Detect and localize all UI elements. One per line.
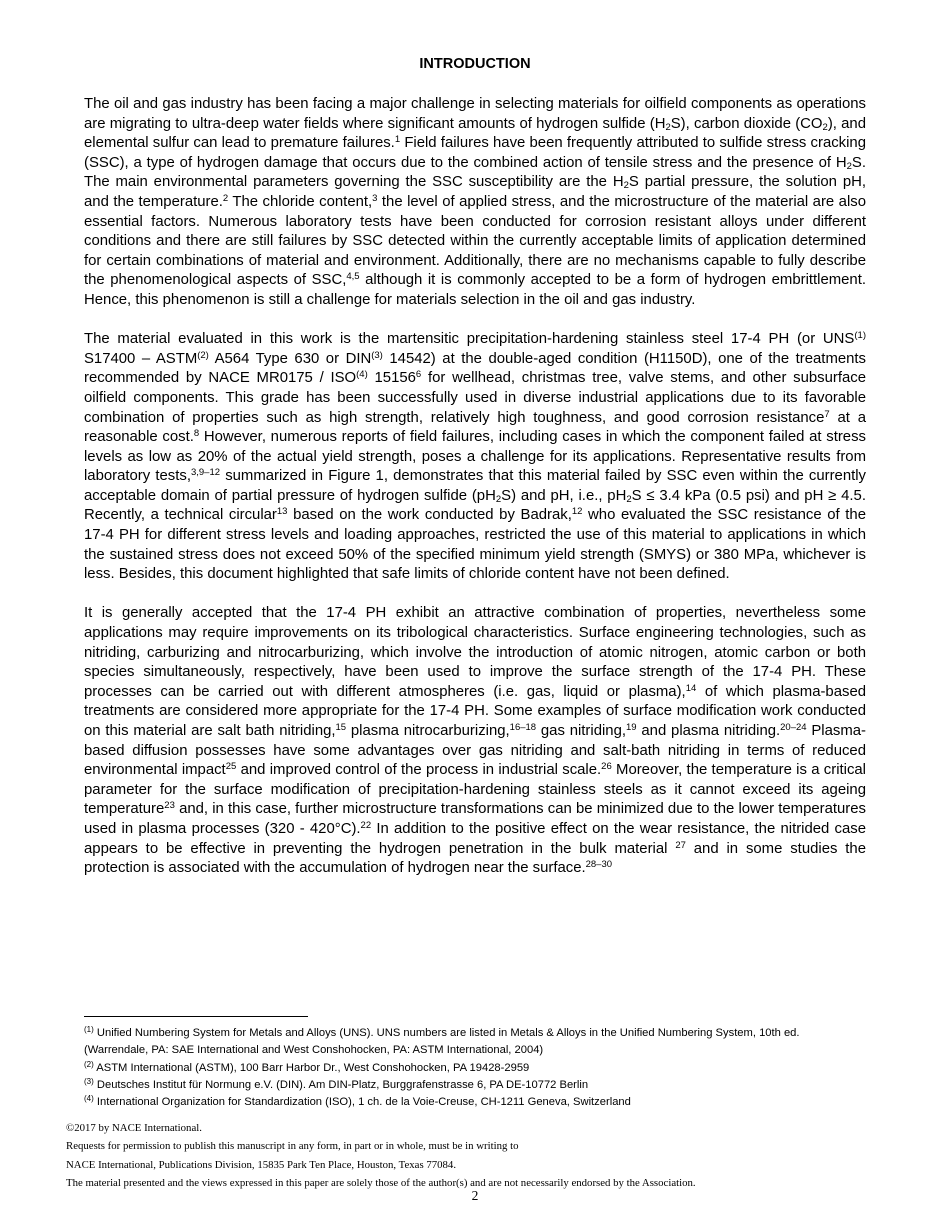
footnote-text: ASTM International (ASTM), 100 Barr Harbor Dr., West Conshohocken, PA 19428-2959 <box>93 1061 530 1074</box>
text-run: and plasma nitriding. <box>636 723 781 739</box>
chemical-subscript: 2 <box>495 493 502 505</box>
chemical-subscript: 2 <box>665 121 671 133</box>
text-run: A564 Type 630 or DIN <box>208 350 372 367</box>
footnote-text: Deutsches Institut für Normung e.V. (DIN). Am DIN-Platz, Burggrafenstrasse 6, PA DE-10772 Berlin <box>93 1078 589 1091</box>
footnote-text: International Organization for Standardization (ISO), 1 ch. de la Voie-Creuse, CH-1211 Geneva, Switzerland <box>93 1096 631 1109</box>
footnote <box>84 1094 866 1111</box>
text-run: Moreover, the temperature is a critical parameter for the surface modification of precipitation-hardening stainless steels as it cannot exceed its ageing temperature <box>84 762 866 818</box>
footnote <box>84 1077 866 1094</box>
citation-superscript: 12 <box>571 506 583 518</box>
footnote-text: Unified Numbering System for Metals and Alloys (UNS). UNS numbers are listed in Metals & Alloys in the Unified Numbering System, 10th ed. (Warrendale, PA: SAE International and West Conshohocken, PA: ASTM International, 2004) <box>84 1027 800 1057</box>
text-run: summarized in Figure 1, demonstrates that this material failed by SSC even within the currently acceptable domain of partial pressure of hydrogen sulfide (pH <box>84 468 867 504</box>
citation-superscript: 14 <box>685 682 697 694</box>
text-run: and in some studies the protection is associated with the accumulation of hydrogen near the surface. <box>84 840 866 877</box>
paragraph-1 <box>84 95 866 311</box>
text-run: the level of applied stress, and the microstructure of the material are also essential factors. Numerous laboratory tests have been conducted for corrosion resistant alloys under different conditions and there are still failures by SSC detected within the currently acceptable limits of application determined for certain combinations of material and environment. Additionally, there are no mechanisms capable to fully describe the phenomenological aspects of SSC, <box>84 193 866 289</box>
text-run: gas nitriding, <box>536 723 626 739</box>
text-run: 15156 <box>367 370 416 387</box>
citation-superscript: 3,9–12 <box>190 467 221 479</box>
citation-superscript: 3 <box>372 192 378 204</box>
chemical-subscript: 2 <box>822 121 828 133</box>
citation-superscript: 13 <box>276 506 288 518</box>
text-run: S17400 – ASTM <box>84 350 198 367</box>
citation-superscript: 20–24 <box>780 722 807 733</box>
footnote-divider <box>84 1016 308 1017</box>
citation-superscript: 22 <box>360 819 372 831</box>
text-run: 14542) at the double-aged condition (H1150D), one of the treatments recommended by NACE MR0175 / ISO <box>84 350 866 387</box>
citation-superscript: (3) <box>371 349 383 361</box>
citation-superscript: 27 <box>675 839 686 851</box>
citation-superscript: 16–18 <box>509 722 537 733</box>
chemical-subscript: 2 <box>626 493 632 505</box>
chemical-subscript: 2 <box>623 180 629 192</box>
text-run: S) and pH, i.e., pH <box>501 487 627 504</box>
copyright-notice <box>66 1119 866 1193</box>
copyright-line: ©2017 by NACE International. <box>66 1122 202 1134</box>
text-run: for wellhead, christmas tree, valve stems, and other subsurface oilfield components. This grade has been successfully used in diverse industrial applications due to its favorable combination of properties such as high strength, relatively high toughness, and good corrosion resistance <box>84 370 867 426</box>
permission-line: Requests for permission to publish this manuscript in any form, in part or in whole, must be in writing to <box>66 1140 519 1153</box>
text-run: ), and elemental sulfur can lead to premature failures. <box>84 115 866 152</box>
text-run: based on the work conducted by Badrak, <box>287 507 572 524</box>
footnote-mark: (1) <box>84 1025 94 1034</box>
footnote <box>84 1060 866 1077</box>
footnote <box>84 1025 866 1060</box>
citation-superscript: 7 <box>824 408 830 420</box>
text-run: However, numerous reports of field failures, including cases in which the component failed at stress levels as low as 20% of the actual yield strength, poses a challenge for its applications. Representative results from laboratory tests, <box>84 429 866 485</box>
text-run: Plasma-based diffusion possesses have some advantages over gas nitriding and salt-bath nitriding in terms of reduced environmental impact <box>84 723 866 779</box>
text-run: Field failures have been frequently attributed to sulfide stress cracking (SSC), a type of hydrogen damage that occurs due to the combined action of tensile stress and the presence of H <box>84 135 866 171</box>
citation-superscript: 25 <box>225 761 237 773</box>
citation-superscript: (2) <box>197 349 209 361</box>
citation-superscript: 1 <box>394 134 401 146</box>
citation-superscript: (1) <box>854 330 866 342</box>
text-run: plasma nitrocarburizing, <box>346 723 510 739</box>
citation-superscript: 2 <box>222 192 229 204</box>
text-run: although it is commonly accepted to be a form of hydrogen embrittlement. Hence, this phenomenon is still a challenge for materials selection in the oil and gas industry. <box>84 272 866 308</box>
disclaimer-line: The material presented and the views expressed in this paper are solely those of the author(s) and are not necessarily endorsed by the Association. <box>66 1177 696 1190</box>
text-run: The oil and gas industry has been facing a major challenge in selecting materials for oilfield components as operations are migrating to ultra-deep water fields where significant amounts of hydrogen sulfide (H <box>84 96 866 132</box>
citation-superscript: 6 <box>415 369 422 381</box>
citation-superscript: 8 <box>193 428 200 440</box>
section-heading: INTRODUCTION <box>419 56 531 72</box>
citation-superscript: 4,5 <box>346 271 360 283</box>
citation-superscript: 26 <box>601 761 612 773</box>
text-run: and, in this case, further microstructure transformations can be minimized due to the lower temperatures used in plasma processes (320 - 420°C). <box>84 801 866 837</box>
text-run: of which plasma-based treatments are considered more appropriate for the 17-4 PH. Some examples of surface modification work conducted on this material are salt bath nitriding, <box>84 683 867 739</box>
body-text <box>84 95 866 898</box>
text-run: S. The main environmental parameters governing the SSC susceptibility are the H <box>84 154 866 191</box>
chemical-subscript: 2 <box>846 160 852 172</box>
text-run: who evaluated the SSC resistance of the 17-4 PH for different stress levels and loading approaches, restricted the use of this material to applications in which the sustained stress does not exceed 50% of the specified minimum yield strength (SMYS) or 380 MPa, whichever is less. Besides, this document highlighted that safe limits of chloride content have not been defined. <box>84 507 866 583</box>
text-run: S partial pressure, the solution pH, and the temperature. <box>84 174 866 210</box>
address-line: NACE International, Publications Division, 15835 Park Ten Place, Houston, Texas 77084. <box>66 1158 457 1171</box>
text-run: The material evaluated in this work is the martensitic precipitation-hardening stainless steel 17-4 PH (or UNS <box>84 331 855 348</box>
citation-superscript: 15 <box>335 722 347 733</box>
footnote-mark: (3) <box>84 1076 94 1086</box>
text-run: S ≤ 3.4 kPa (0.5 psi) and pH ≥ 4.5. Recently, a technical circular <box>84 487 866 524</box>
footnote-mark: (2) <box>84 1059 94 1069</box>
text-run: at a reasonable cost. <box>84 409 866 446</box>
citation-superscript: 28–30 <box>585 859 613 871</box>
paragraph-2 <box>84 330 866 585</box>
text-run: S), carbon dioxide (CO <box>670 115 823 132</box>
page-number: 2 <box>471 1188 479 1203</box>
citation-superscript: (4) <box>356 369 368 381</box>
citation-superscript: 19 <box>626 722 637 733</box>
citation-superscript: 23 <box>164 800 175 812</box>
text-run: The chloride content, <box>228 193 373 210</box>
text-run: It is generally accepted that the 17-4 PH exhibit an attractive combination of properties, nevertheless some applications may require improvements on its tribological characteristics. Surface engineering technologies, such as nitriding, carburizing and nitrocarburizing, which involve the introduction of atomic nitrogen, atomic carbon or both species simultaneously, respectively, have been used to improve the surface strength of the 17-4 PH. These processes can be carried out with different atmospheres (i.e. gas, liquid or plasma), <box>84 605 866 700</box>
paragraph-3 <box>84 604 866 878</box>
text-run: In addition to the positive effect on the wear resistance, the nitrided case appears to be effective in preventing the hydrogen penetration in the bulk material <box>84 820 866 857</box>
text-run: and improved control of the process in industrial scale. <box>236 762 602 779</box>
footnotes <box>84 1025 866 1111</box>
footnote-mark: (4) <box>84 1094 94 1104</box>
